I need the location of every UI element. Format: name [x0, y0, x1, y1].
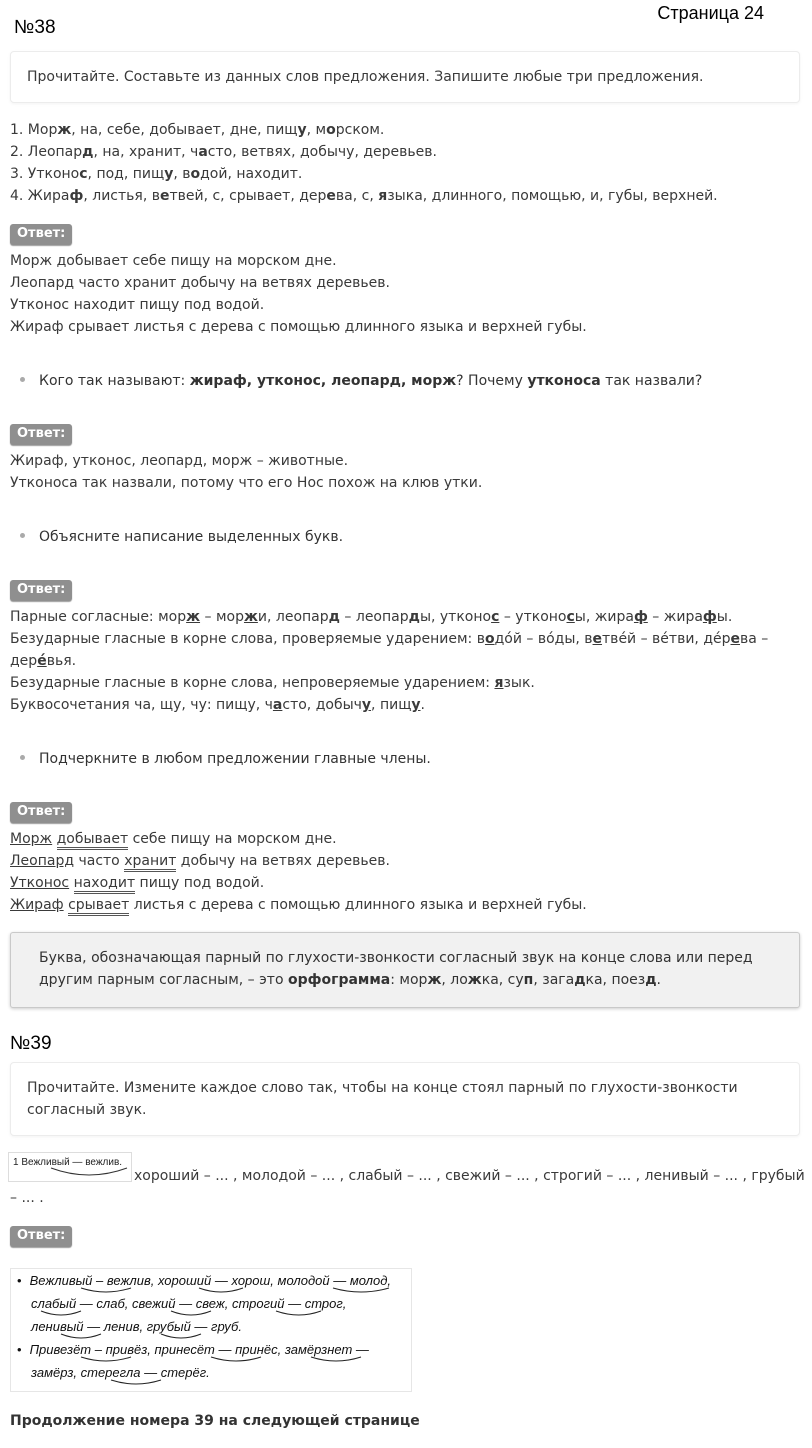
bullet-dot	[20, 755, 25, 760]
example-image: 1 Вежливый — вежлив.	[8, 1152, 132, 1182]
answer-1-line: Утконос находит пищу под водой.	[10, 297, 265, 313]
question-3: Объясните написание выделенных букв.	[20, 526, 343, 548]
task-38-number: №38	[14, 17, 56, 38]
answer-3-line: Безударные гласные в корне слова, проверяемые ударением: водо́й – во́ды, ветвéй – вéтви, дéрева –	[10, 631, 769, 647]
word-list-3: 3. Утконос, под, пищу, водой, находит.	[10, 166, 303, 182]
subject: Жираф	[10, 897, 64, 913]
answer-4-line: Утконос находит пищу под водой.	[10, 872, 264, 894]
task-38-text: Прочитайте. Составьте из данных слов предложения. Запишите любые три предложения.	[27, 69, 704, 85]
hw-line: • Вежливый – вежлив, хороший — хорош, молодой — молод,	[17, 1273, 392, 1288]
task-38-instructions	[10, 51, 800, 103]
question-2: Кого так называют: жираф, утконос, леопард, морж? Почему утконоса так назвали?	[20, 370, 702, 392]
predicate: хранит	[124, 853, 176, 872]
hw-arcs-icon	[11, 1269, 411, 1391]
answer-4-line: Жираф срывает листья с дерева с помощью длинного языка и верхней губы.	[10, 894, 587, 916]
answer-3-line: Безударные гласные в корне слова, непроверяемые ударением: язык.	[10, 675, 535, 691]
task-39-words: хороший – ... , молодой – ... , слабый – ... , свежий – ... , строгий – ... , ленивый – ... , грубый	[134, 1168, 805, 1184]
answer-badge: Ответ:	[10, 1226, 72, 1247]
answer-4-line: Леопард часто хранит добычу на ветвях деревьев.	[10, 850, 390, 872]
answer-2-line: Утконоса так назвали, потому что его Нос похож на клюв утки.	[10, 475, 483, 491]
hw-line: • Привезёт – привёз, принесёт — принёс, замёрзнет —	[17, 1342, 369, 1357]
answer-3-line: дере́вья.	[10, 653, 77, 669]
task-39-number: №39	[10, 1033, 52, 1054]
handwritten-answer-image	[10, 1268, 412, 1392]
page-label: Страница 24	[657, 3, 764, 23]
arc-mark-icon	[49, 1166, 129, 1180]
answer-4-line: Морж добывает себе пищу на морском дне.	[10, 828, 337, 850]
answer-2-line: Жираф, утконос, леопард, морж – животные.	[10, 453, 349, 469]
predicate: добывает	[57, 831, 129, 850]
question-4: Подчеркните в любом предложении главные члены.	[20, 748, 431, 770]
word-list-1: 1. Морж, на, себе, добывает, дне, пищу, морском.	[10, 122, 385, 138]
hw-line: ленивый — ленив, грубый — груб.	[31, 1319, 242, 1334]
answer-3-line: Парные согласные: морж – моржи, леопард – леопарды, утконос – утконосы, жираф – жирафы.	[10, 609, 733, 625]
rule-note-line: другим парным согласным, – это орфограмма: морж, ложка, суп, загадка, поезд.	[39, 972, 661, 988]
subject: Морж	[10, 831, 53, 847]
rule-note	[10, 932, 800, 1008]
answer-badge: Ответ:	[10, 224, 72, 245]
answer-3-line: Буквосочетания ча, щу, чу: пищу, часто, добычу, пищу.	[10, 697, 425, 713]
word-list-2: 2. Леопард, на, хранит, часто, ветвях, добычу, деревьев.	[10, 144, 437, 160]
answer-1-line: Жираф срывает листья с дерева с помощью длинного языка и верхней губы.	[10, 319, 587, 335]
bullet-dot	[20, 377, 25, 382]
answer-badge: Ответ:	[10, 424, 72, 445]
continuation-note: Продолжение номера 39 на следующей странице	[10, 1413, 420, 1429]
hw-line: слабый — слаб, свежий — свеж, строгий — строг,	[31, 1296, 347, 1311]
predicate: срывает	[68, 897, 129, 916]
answer-1-line: Морж добывает себе пищу на морском дне.	[10, 253, 337, 269]
answer-badge: Ответ:	[10, 580, 72, 601]
rule-note-line: Буква, обозначающая парный по глухости-звонкости согласный звук на конце слова или перед	[39, 950, 753, 966]
bullet-dot	[20, 533, 25, 538]
task-39-text: Прочитайте. Измените каждое слово так, чтобы на конце стоял парный по глухости-звонкости	[27, 1080, 738, 1096]
task-39-instructions	[10, 1062, 800, 1136]
task-39-text: согласный звук.	[27, 1102, 147, 1118]
subject: Утконос	[10, 875, 70, 891]
answer-1-line: Леопард часто хранит добычу на ветвях деревьев.	[10, 275, 390, 291]
hw-line: замёрз, стерегла — стерёг.	[31, 1365, 210, 1380]
word-list-4: 4. Жираф, листья, ветвей, с, срывает, дерева, с, языка, длинного, помощью, и, губы, верхней.	[10, 188, 718, 204]
predicate: находит	[74, 875, 136, 894]
subject: Леопард	[10, 853, 75, 869]
answer-badge: Ответ:	[10, 802, 72, 823]
task-39-words: – ... .	[10, 1190, 44, 1206]
